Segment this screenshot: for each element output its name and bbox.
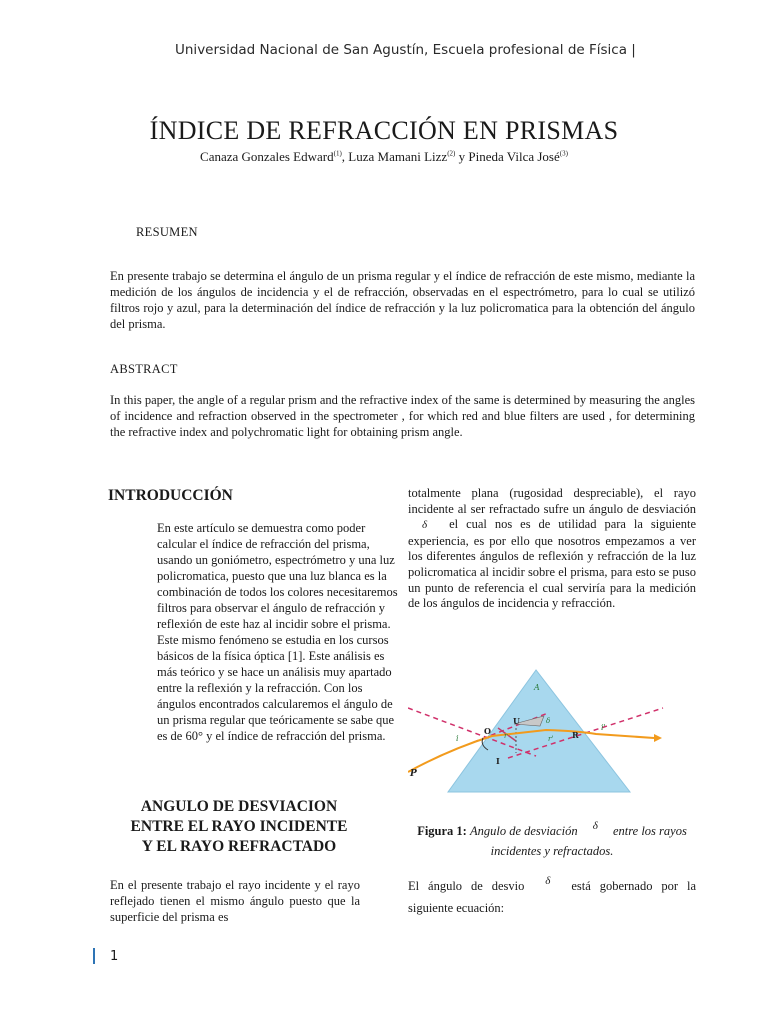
author-sep: y	[455, 149, 469, 164]
right-text-part: totalmente plana (rugosidad despreciable), el rayo incidente al ser refractado sufre un ángulo de desviación	[408, 486, 696, 516]
author-list	[0, 149, 768, 165]
angulo-text: En el presente trabajo el rayo incidente y el rayo reflejado tienen el mismo ángulo puesto que la superficie del prisma es	[110, 878, 360, 924]
label-p: P	[410, 769, 417, 779]
caption-text: Angulo de desviación	[469, 824, 578, 838]
figure-caption	[408, 816, 696, 861]
label-r-prime: r'	[548, 735, 554, 743]
label-r-angle: r	[504, 732, 508, 740]
caption-label: Figura 1:	[417, 824, 467, 838]
author-sep: ,	[341, 149, 349, 164]
right-column-text	[408, 486, 696, 612]
right-text-part: el cual nos es de utilidad para la siguiente experiencia, es por ello que nosotros empezamos a ver los diferentes ángulos de reflexión y refracción de la luz policromatica al incidir sobre el prisma, para esto se puso un punto de referencia el cual serviría para la medición de los ángulos de incidencia y refracción.	[408, 517, 697, 611]
author-3: Pineda Vilca José	[468, 149, 560, 164]
author-1: Canaza Gonzales Edward	[200, 149, 334, 164]
delta-symbol: δ	[545, 875, 551, 887]
intro-text: En este artículo se demuestra como poder calcular el índice de refracción del prisma, usando un goniómetro, espectrómetro y una luz policromatica, puesto que una luz blanca es la combinación de todos los colores necesitaremos filtros para observar el ángulo de refracción y reflexión de este haz al incidir sobre el prisma. Este mismo fenómeno se estudia en los cursos básicos de la física óptica [1]. Este análisis es más teórico y se hace un análisis muy apartado entre la reflexión y la refracción. Con los ángulos encontrados calcularemos el ángulo de un prisma regular que teóricamente se sabe que es de 60° y el índice de refracción del prisma.	[157, 521, 398, 743]
running-header: Universidad Nacional de San Agustín, Escuela profesional de Física |	[175, 42, 636, 58]
author-1-affil: (1)	[333, 149, 342, 158]
author-2: Luza Mamani Lizz	[348, 149, 448, 164]
label-o: O	[484, 726, 491, 736]
abstract-heading: ABSTRACT	[110, 362, 178, 376]
angulo-heading	[108, 797, 370, 857]
author-3-affil: (3)	[559, 149, 568, 158]
right-text-part: El ángulo de desvio	[408, 879, 525, 893]
label-i-angle: i	[456, 734, 459, 743]
abstract-text: In this paper, the angle of a regular prism and the refractive index of the same is determined by measuring the angles of incidence and refraction observed in the spectrometer , for which red and blue filters are used , for determining the refractive index and polychromatic light for obtaining prism angle.	[110, 393, 695, 439]
delta-symbol: δ	[422, 519, 428, 532]
angulo-heading-line: ENTRE EL RAYO INCIDENTE	[130, 818, 348, 835]
prism-figure	[408, 668, 698, 798]
intro-heading: INTRODUCCIÓN	[108, 487, 233, 504]
resumen-heading: RESUMEN	[136, 225, 198, 239]
right-text-part: está gobernado por la siguiente ecuación:	[408, 879, 696, 915]
paper-title: ÍNDICE DE REFRACCIÓN EN PRISMAS	[149, 116, 619, 145]
label-r: R	[572, 730, 579, 740]
delta-symbol: δ	[592, 820, 598, 832]
equation-intro	[408, 870, 696, 919]
label-i-prime: i'	[601, 723, 606, 732]
resumen-text: En presente trabajo se determina el ángulo de un prisma regular y el índice de refracción de este mismo, mediante la medición de los ángulos de incidencia y el de refracción, observadas en el espectrómetro, para lo cual se utilizó filtros rojo y azul, para la determinación del índice de refracción y la luz policromatica para la obtención del ángulo del prisma.	[110, 269, 695, 331]
label-a: A	[534, 683, 540, 692]
angulo-heading-line: ANGULO DE DESVIACION	[140, 798, 338, 815]
label-u: U	[513, 716, 520, 726]
angulo-heading-line: Y EL RAYO REFRACTADO	[141, 838, 337, 855]
page-number: 1	[110, 949, 119, 964]
author-2-affil: (2)	[447, 149, 456, 158]
label-i-point: I	[496, 756, 500, 766]
caption-text: entre los rayos incidentes y refractados.	[490, 824, 687, 858]
label-delta: δ	[546, 717, 551, 725]
ray-arrow	[654, 734, 662, 742]
footer-bar	[93, 948, 95, 964]
